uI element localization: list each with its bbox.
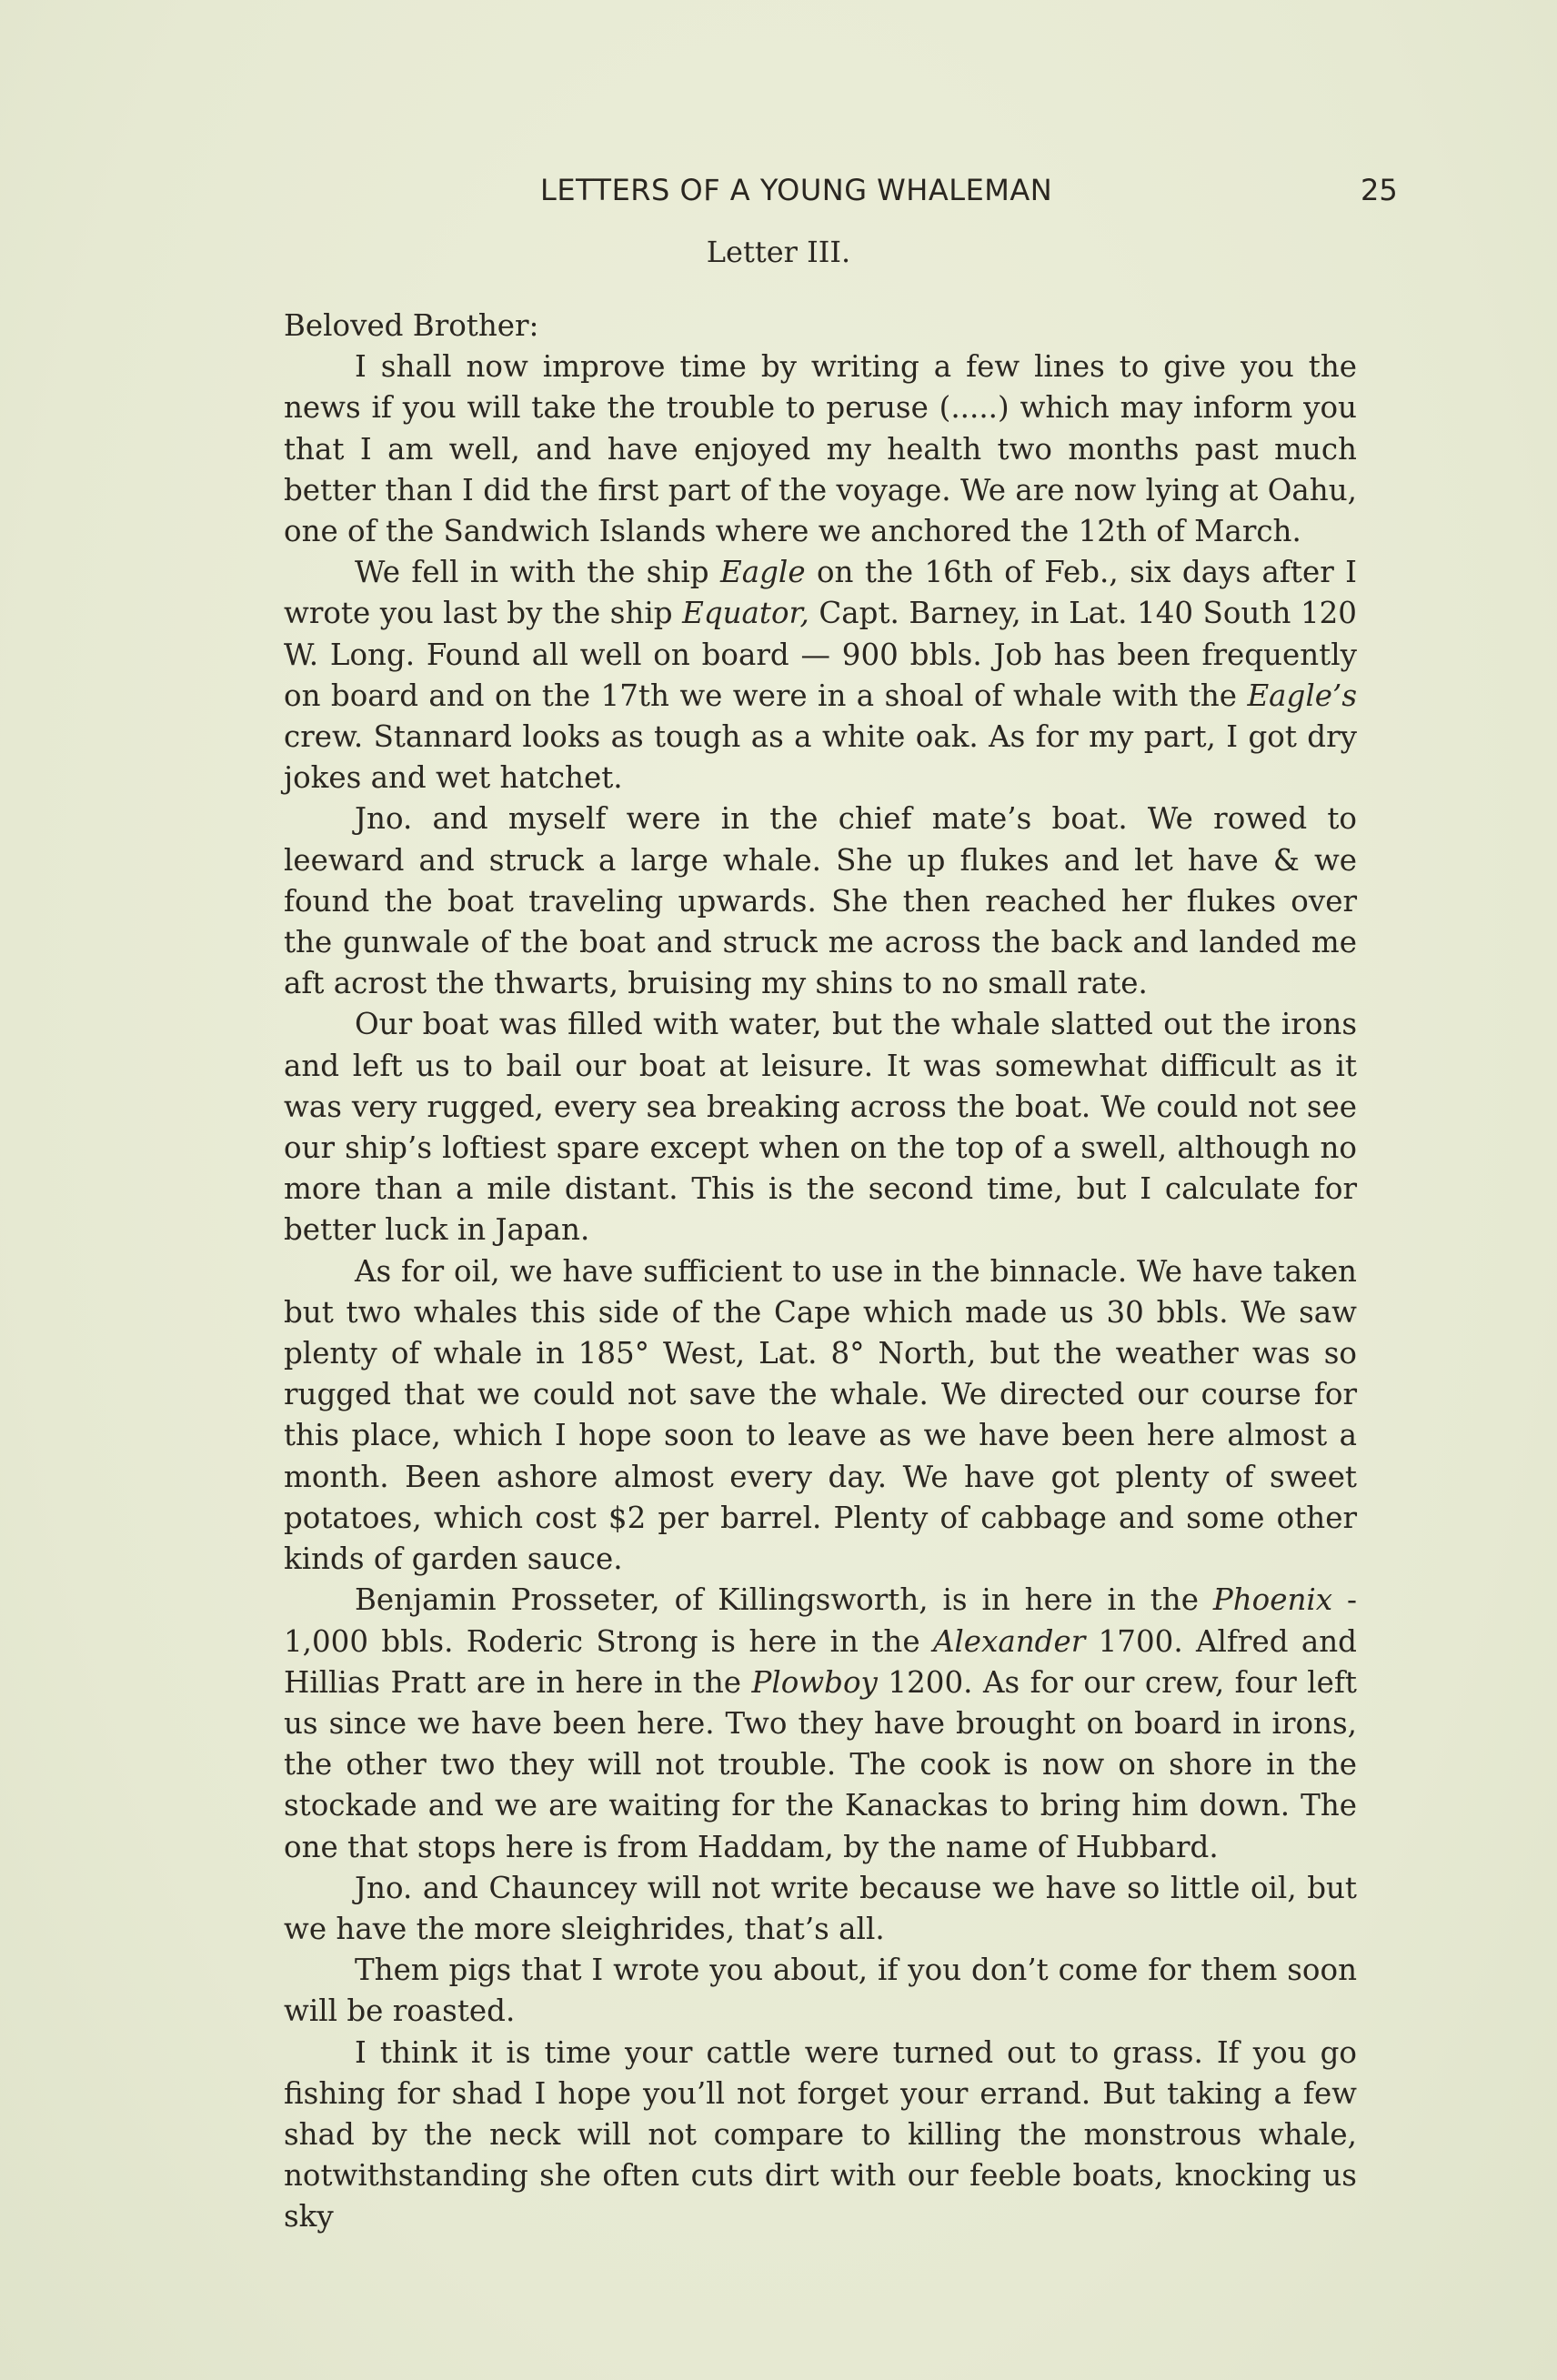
ship-name: Equator, [682,596,809,631]
ship-name: Phoenix [1212,1582,1333,1618]
text-run: - 1,000 bbls. Roderic Strong is here in the [284,1582,1357,1659]
text-run: Jno. and Chauncey will not write because we have so little oil, but we have the more sleighrides, that’s all. [284,1870,1357,1946]
salutation: Beloved Brother: [284,308,539,343]
body-paragraph [284,1251,1357,1581]
text-run: Benjamin Prosseter, of Killingsworth, is in here in the [355,1582,1213,1618]
body-paragraph [284,1950,1357,2032]
body-paragraph [284,2033,1357,2238]
text-run: 1700. Alfred and Hillias Pratt are in here in the [284,1623,1357,1700]
body-paragraph [284,1004,1357,1250]
ship-name: Eagle [720,555,806,590]
ship-name: Eagle’s [1247,678,1357,713]
text-run: Them pigs that I wrote you about, if you don’t come for them soon will be roasted. [284,1953,1357,2029]
text-run: on the 16th of Feb., six days after I wrote you last by the ship [284,555,1357,631]
text-run: I think it is time your cattle were turned out to grass. If you go fishing for shad I hope you’ll not forget your errand. But taking a few shad by the neck will not compare to killing the monstrous whale, notwithstanding she often cuts dirt with our feeble boats, knocking us sky [284,2034,1357,2234]
text-run: 1200. As for our crew, four left us since we have been here. Two they have brought on board in irons, the other two they will not trouble. The cook is now on shore in the stockade and we are waiting for the Kanackas to bring him down. The one that stops here is from Haddam, by the name of Hubbard. [284,1664,1357,1864]
body-paragraph [284,798,1357,1004]
running-title: LETTERS OF A YOUNG WHALEMAN [540,173,1053,207]
body-paragraph [284,1868,1357,1950]
text-run: Jno. and myself were in the chief mate’s boat. We rowed to leeward and struck a large whale. She up flukes and let have & we found the boat traveling upwards. She then reached her flukes over the gunwale of the boat and struck me across the back and landed me aft acrost the thwarts, bruising my shins to no small rate. [284,801,1357,1001]
letter-body [284,306,1357,2238]
running-head [0,173,1557,218]
text-run: We fell in with the ship [355,555,721,590]
ship-name: Alexander [932,1623,1086,1659]
body-paragraph [284,552,1357,798]
text-run: crew. Stannard looks as tough as a white oak. As for my part, I got dry jokes and wet hatchet. [284,719,1357,796]
ship-name: Plowboy [751,1664,878,1700]
body-paragraph [284,1580,1357,1867]
text-run: Capt. Barney, in Lat. 140 South 120 W. Long. Found all well on board — 900 bbls. Job has been frequently on board and on the 17th we were in a shoal of whale with the [284,596,1357,713]
text-run: Our boat was filled with water, but the whale slatted out the irons and left us to bail our boat at leisure. It was somewhat difficult as it was very rugged, every sea breaking across the boat. We could not see our ship’s loftiest spare except when on the top of a swell, although no more than a mile distant. This is the second time, but I calculate for better luck in Japan. [284,1007,1357,1248]
body-paragraph [284,346,1357,552]
page-number: 25 [1361,173,1398,207]
letter-heading: Letter III. [706,235,851,269]
text-run: I shall now improve time by writing a few lines to give you the news if you will take the trouble to peruse (.....) which may inform you that I am well, and have enjoyed my health two months past much better than I did the first part of the voyage. We are now lying at Oahu, one of the Sandwich Islands where we anchored the 12th of March. [284,349,1357,549]
text-run: As for oil, we have sufficient to use in the binnacle. We have taken but two whales this side of the Cape which made us 30 bbls. We saw plenty of whale in 185° West, Lat. 8° North, but the weather was so rugged that we could not save the whale. We directed our course for this place, which I hope soon to leave as we have been here almost a month. Been ashore almost every day. We have got plenty of sweet potatoes, which cost $2 per barrel. Plenty of cabbage and some other kinds of garden sauce. [284,1253,1357,1577]
